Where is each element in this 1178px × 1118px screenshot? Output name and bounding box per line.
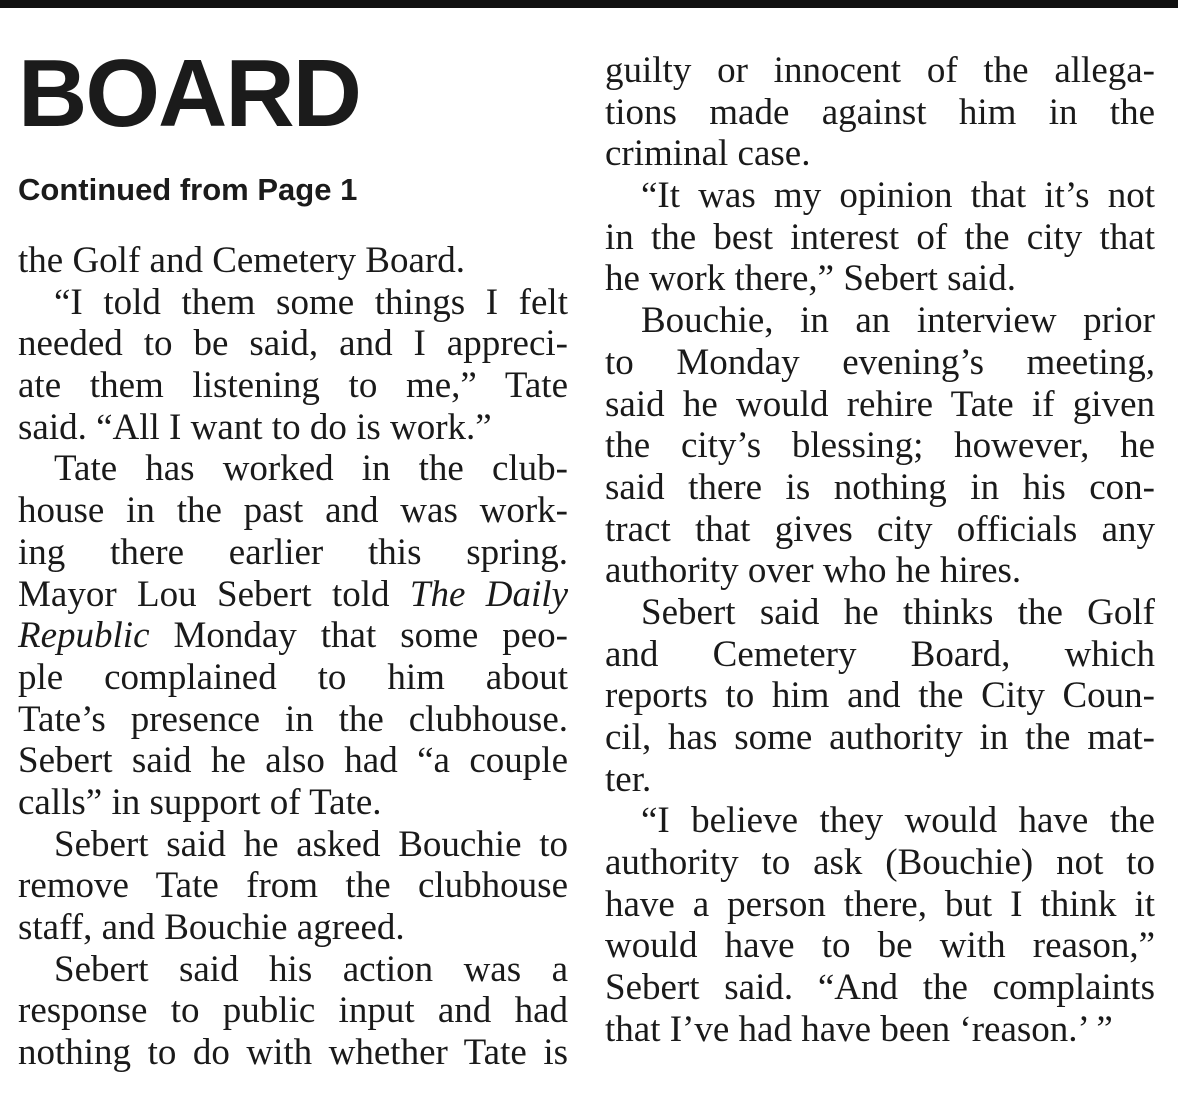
text-line: Sebert said he thinks the Golf (641, 591, 1155, 633)
text-line: said. “All I want to do is work.” (18, 406, 492, 448)
text-line: Sebert said. “And the complaints (605, 967, 1155, 1009)
text-line: to Monday evening’s meeting, (605, 341, 1155, 383)
text-line: the city’s blessing; however, he (605, 425, 1155, 467)
headline: BOARD (18, 40, 360, 147)
text-line: said there is nothing in his con- (605, 466, 1155, 508)
publication-name: The Daily (409, 573, 569, 615)
text-line: authority over who he hires. (605, 550, 1022, 592)
text-line: ing there earlier this spring. (18, 531, 568, 573)
publication-name: Republic (18, 615, 150, 657)
text-line: ter. (605, 758, 652, 800)
top-rule (0, 0, 1178, 8)
text-line: the Golf and Cemetery Board. (18, 240, 465, 281)
text-run: Mayor Lou Sebert told (18, 573, 410, 615)
left-column (18, 240, 568, 1074)
text-line: nothing to do with whether Tate is (18, 1032, 568, 1074)
text-line: Bouchie, in an interview prior (641, 300, 1155, 342)
text-line: house in the past and was work- (18, 490, 568, 532)
text-line: authority to ask (Bouchie) not to (605, 842, 1155, 884)
text-line: said he would rehire Tate if given (605, 383, 1155, 425)
text-line: Tate’s presence in the clubhouse. (18, 698, 568, 740)
text-line: calls” in support of Tate. (18, 781, 382, 823)
text-line: in the best interest of the city that (605, 216, 1155, 258)
text-line: have a person there, but I think it (605, 883, 1155, 925)
text-line: remove Tate from the clubhouse (18, 865, 568, 907)
text-line: tions made against him in the (605, 91, 1155, 133)
jump-line: Continued from Page 1 (18, 172, 358, 207)
text-line (18, 574, 568, 616)
text-run: Monday that some peo- (149, 615, 568, 657)
text-line: Tate has worked in the club- (54, 448, 568, 490)
text-line: “It was my opinion that it’s not (641, 175, 1155, 217)
text-line: Sebert said he asked Bouchie to (54, 823, 568, 865)
text-line: “I told them some things I felt (54, 281, 568, 323)
text-line: Sebert said his action was a (54, 948, 568, 990)
text-line: needed to be said, and I appreci- (18, 323, 568, 365)
text-line: cil, has some authority in the mat- (605, 717, 1155, 758)
text-line: guilty or innocent of the allega- (605, 50, 1155, 91)
text-line: “I believe they would have the (641, 800, 1155, 842)
text-line: would have to be with reason,” (605, 925, 1155, 967)
right-column (605, 50, 1155, 1051)
text-line: tract that gives city officials any (605, 508, 1155, 550)
text-line: ate them listening to me,” Tate (18, 365, 568, 407)
text-line: and Cemetery Board, which (605, 633, 1155, 675)
text-line: staff, and Bouchie agreed. (18, 907, 405, 948)
text-line: he work there,” Sebert said. (605, 258, 1016, 300)
text-line: ple complained to him about (18, 656, 568, 698)
text-line: that I’ve had have been ‘reason.’ ” (605, 1008, 1113, 1050)
text-line: Sebert said he also had “a couple (18, 740, 568, 782)
text-line: reports to him and the City Coun- (605, 675, 1155, 717)
text-line (18, 615, 568, 657)
text-line: criminal case. (605, 133, 811, 175)
text-line: response to public input and had (18, 990, 568, 1032)
